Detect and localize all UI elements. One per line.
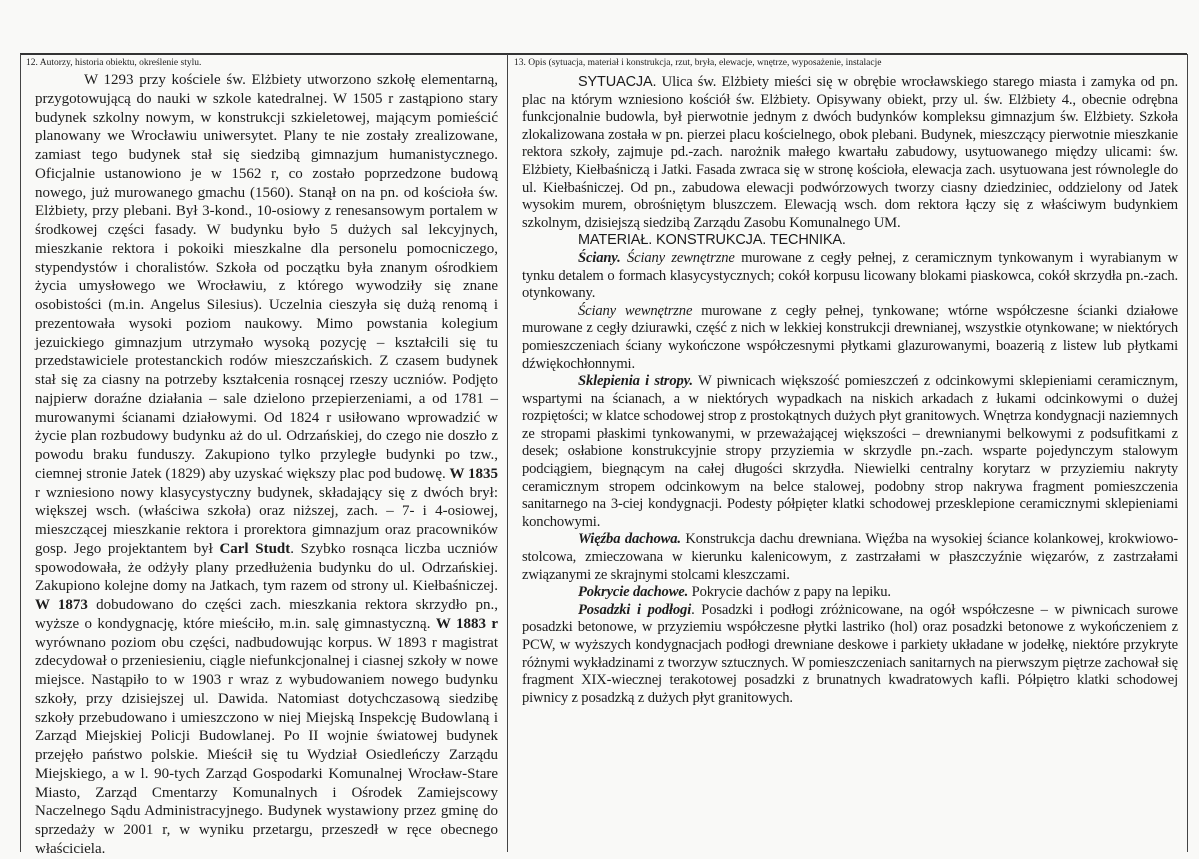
bold-text: W 1835 [449,465,498,482]
description-text [522,74,1178,707]
bold-text: Carl Studt [219,540,291,557]
subsection-heading: Sklepienia i stropy. [578,373,693,390]
paragraph [522,373,1178,531]
text-run: r wzniesiono nowy klasycystyczny budynek, składający się z dwóch brył: większej wsch. (właściwa szkoła) oraz niższej, zach. – 7- i 4-osiowej, mieszczącej mieszkanie rektora i prorektora gimnazjum oraz pracowników gosp. Jego projektantem był [35,484,498,557]
section-12-history [22,56,506,859]
bold-text: W 1873 [35,597,88,613]
text-run: W piwnicach większość pomieszczeń z odcinkowymi sklepieniami ceramicznym, wspartymi na ścianach, a w niektórych wypadkach na niskich arkadach z łukami odcinkowymi o dużej rozpiętości; w klatce schodowej strop z prostokątnych dużych płyt granitowych. Wnętrza kondygnacji naziemnych ze stropami płaskimi tynkowanymi, w przeważającej większości – drewnianymi belkowymi z podsufitkami z desek; osłabione konstrukcyjnie stropy przyziemia w skrzydle pn.-zach. wsparte pojedynczym stalowym podciągiem, biegnącym na całej długości skrzydła. Niewielki centralny korytarz w przyziemiu nakryty ceramicznym stropem odcinkowym na belce stalowej, podobny strop nakrywa fragment pomieszczenia sanitarnego na 3-ciej kondygnacji. Podesty półpięter klatki schodowej przesklepione ceramicznymi sklepieniami konchowymi. [522,373,1179,530]
section-heading: SYTUACJA. [578,74,657,90]
form-left-border [20,54,21,852]
italic-term: Ściany zewnętrzne [626,249,735,266]
form-right-border [1187,54,1188,852]
paragraph [522,602,1178,708]
history-text [35,71,498,859]
section-13-header: 13. Opis (sytuacja, materiał i konstrukcja, rzut, bryła, elewacje, wnętrze, wyposażenie, instalacje [514,58,882,68]
section-12-header: 12. Autorzy, historia obiektu, określenie stylu. [26,58,202,68]
paragraph [35,71,498,859]
text-run: . Posadzki i podłogi zróżnicowane, na ogół współczesne – w piwnicach surowe posadzki betonowe, w przyziemiu współczesne płytki lastriko (hol) oraz posadzki betonowe z wykończeniem z PCW, w wyższych kondygnacjach podłogi drewniane deskowe i parkiety układane w jodełkę, niektóre przykryte różnymi wykładzinami z tworzyw sztucznych. W pomieszczeniach sanitarnych na pierwszym piętrze zachował się fragment XIX-wiecznej terakotowej posadzki z brunatnych kwadratowych kafli. Półpiętro klatki schodowej piwnicy z posadzką z dużych płyt granitowych. [522,601,1178,706]
column-divider [507,54,508,852]
form-top-rule [20,53,1187,55]
paragraph [522,531,1178,584]
section-13-description [510,56,1186,707]
subsection-heading: Pokrycie dachowe. [578,584,689,601]
paragraph [522,74,1178,232]
paragraph [522,250,1178,303]
bold-text: W 1883 r [435,615,498,632]
subsection-heading: Ściany. [578,249,621,266]
paragraph [522,303,1178,373]
italic-term: Ściany wewnętrzne [578,302,693,319]
text-run: murowane z cegły pełnej, tynkowane; wtórne współczesne ścianki działowe murowane z cegły dziurawki, część z nich w lekkiej konstrukcji drewnianej, wszystkie otynkowane; w niektórych pomieszczeniach ściany wykończone współczesnymi płytkami glazurowanymi, boazerią z listew lub płytkami dźwiękochłonnymi. [522,302,1178,372]
text-run: wyrównano poziom obu części, nadbudowując korpus. W 1893 r magistrat zdecydował o przeniesieniu, ciągle niefunkcjonalnej i ciasnej szkoły w nowe miejsce. Nastąpiło to w 1903 r wraz z wybudowaniem nowego budynku szkoły, przy dzisiejszej ul. Dawida. Natomiast dotychczasową siedzibę szkoły przebudowano i umieszczono w niej Miejską Inspekcję Budowlaną i Zarząd Miejskiej Policji Budowlanej. Po II wojnie światowej budynek przejęło państwo polskie. Mieścił się tu Wydział Osiedleńczy Zarządu Miejskiego, a w l. 90-tych Zarząd Gospodarki Komunalnej Wrocław-Stare Miasto, Zarząd Cmentarzy Komunalnych i Ośrodek Zamiejscowy Naczelnego Sądu Administracyjnego. Budynek wystawiony przez gminę do sprzedaży w 2001 r, w wyniku przetargu, przeszedł w ręce obecnego właściciela. [35,634,498,857]
text-run: W 1293 przy kościele św. Elżbiety utworzono szkołę elementarną, przygotowującą do nauki w szkole katedralnej. W 1505 r zastąpiono stary budynek szkolny nowym, w konstrukcji szkieletowej, mającym pomieścić planowany we Wrocławiu uniwersytet. Plany te nie zostały zrealizowane, zamiast tego budynek stał się siedzibą gimnazjum humanistycznego. Oficjalnie ustanowiono je w 1562 r, co zostało poprzedzone budową nowego, już murowanego gmachu (1560). Stanął on na pn. od kościoła św. Elżbiety, przy plebani. Był 3-kond., 10-osiowy z renesansowym portalem w środkowej części fasady. W budynku było 5 dużych sal lekcyjnych, mieszkanie rektora i pokoiki mieszkalne dla personelu pomocniczego, stypendystów i choralistów. Szkoła od początku była znanym ośrodkiem życia umysłowego we Wrocławiu, z którego wywodziły się znane osobistości (m.in. Angelus Silesius). Uczelnia cieszyła się dużą renomą i prezentowała wysoki poziom naukowy. Mimo powstania kolegium jezuickiego gimnazjum utrzymało wysoką pozycję – kształcili się tu przedstawiciele protestanckich rodów mieszczańskich. Z czasem budynek stał się za ciasny na potrzeby kształcenia rosnącej rzeszy uczniów. Podjęto najpierw doraźne działania – sale dzielono przepierzeniami, a od 1781 – murowanymi ścianami działowymi. Od 1824 r usiłowano wprowadzić w życie plan rozbudowy budynku aż do ul. Odrzańskiej, do czego nie doszło z powodu braku funduszy. Zakupiono tylko przyległe budynki po tzw., ciemnej stronie Jatek (1829) aby uzyskać większy plac pod budowę. [35,72,498,482]
text-run: Pokrycie dachów z papy na lepiku. [688,584,891,601]
section-heading: MATERIAŁ. KONSTRUKCJA. TECHNIKA. [578,232,846,249]
text-run: dobudowano do części zach. mieszkania rektora skrzydło pn., wyższe o kondygnację, które mieściło, m.in. salę gimnastyczną. [35,597,498,632]
subsection-heading: Więźba dachowa. [578,531,681,548]
text-run: . Szybko rosnąca liczba uczniów spowodowała, że odżyły plany przedłużenia budynku do ul. Odrzańskiej. Zakupiono kolejne domy na Jatkach, tym razem od strony ul. Kiełbaśniczej. [35,540,498,595]
text-run: Ulica św. Elżbiety mieści się w obrębie wrocławskiego starego miasta i zamyka od pn. plac na którym wzniesiono kościół św. Elżbiety. Opisywany obiekt, przy ul. św. Elżbiety 4., obecnie odrębna funkcjonalnie budowla, był pierwotnie jednym z dwóch budynków kompleksu gimnazjum św. Elżbiety. Szkoła zlokalizowana została w pn. pierzei placu kościelnego, obok plebani. Budynek, mieszczący pierwotnie mieszkanie rektora szkoły, zajmuje pd.-zach. narożnik małego kwartału zabudowy, usytuowanego między ulicami: św. Elżbiety, Kiełbaśniczą i Jatki. Fasada zwraca się w stronę kościoła, elewacja zach. usytuowana jest równolegle do ul. Kiełbaśniczej. Od pn., zabudowa elewacji podwórzowych tworzy ciasny dziedziniec, oddzielony od Jatek wysokim murem, obrośniętym bluszczem. Elewacją wsch. dom rektora łączy się z właściwym budynkiem szkolnym, dzisiejszą siedzibą Zarządu Zasobu Komunalnego UM. [522,74,1178,231]
text-run: Konstrukcja dachu drewniana. Więźba na wysokiej ściance kolankowej, krokwiowo-stolcowa, zmieczowana w kierunku kalenicowym, z zastrzałami w płaszczyźnie więzarów, z zastrzałami związanymi ze skrajnymi stolcami kleszczami. [522,531,1178,583]
text-run: murowane z cegły pełnej, z ceramicznym tynkowanym i wyrabianym w tynku detalem o formach klasycystycznych; cokół korpusu licowany blokami piaskowca, cokół skrzydła pn.-zach. otynkowany. [522,249,1178,302]
paragraph [522,584,1178,602]
paragraph [522,232,1178,250]
subsection-heading: Posadzki i podłogi [578,601,692,618]
